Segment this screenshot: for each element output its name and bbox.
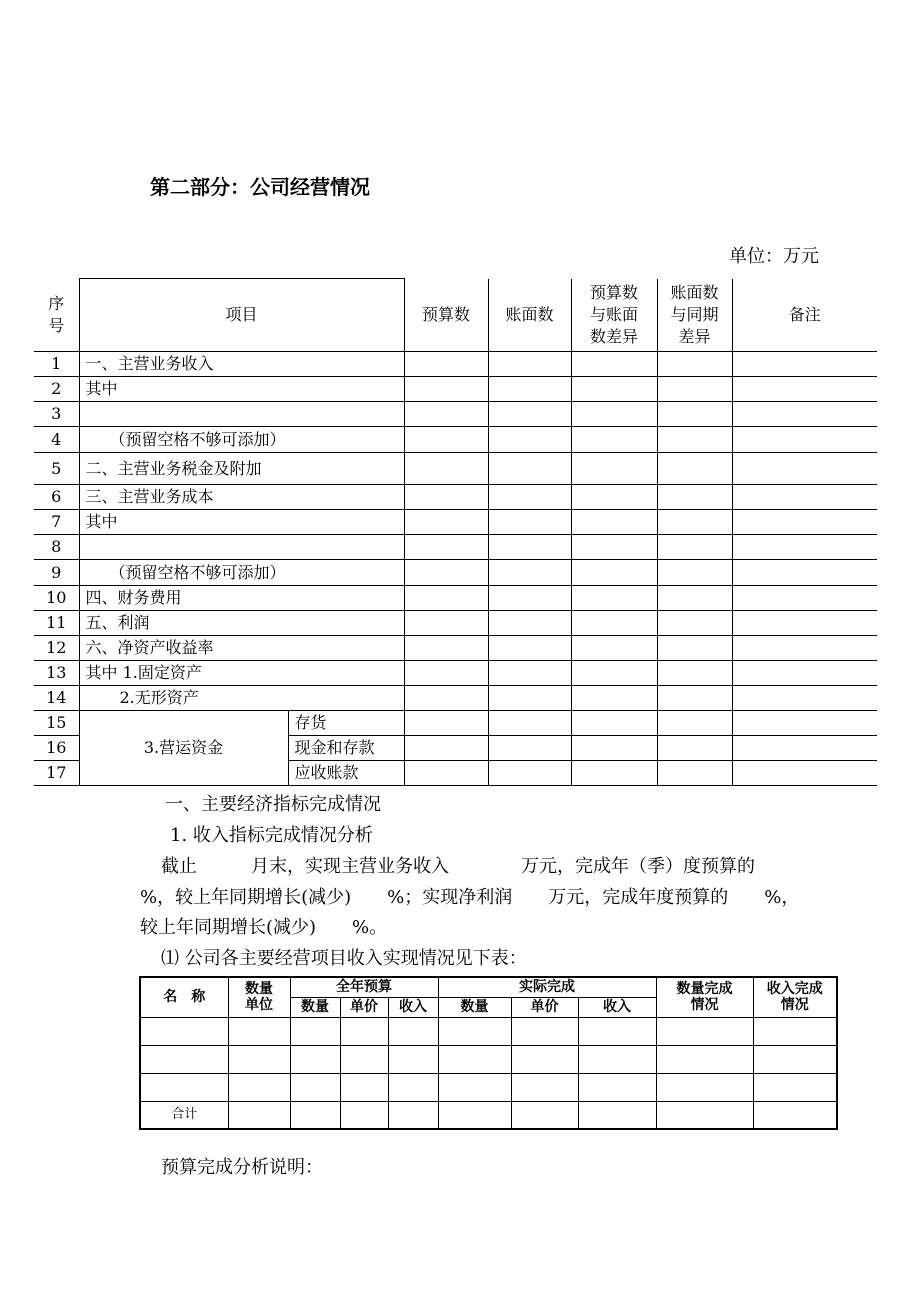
cell-budget[interactable] [404,611,488,636]
paragraph-line-1: 截止 月末，实现主营业务收入 万元，完成年（季）度预算的 [161,856,755,877]
table-row [140,1045,837,1073]
table-row [34,661,877,686]
cell-diff-budget[interactable] [571,686,657,711]
cell-book[interactable] [488,686,571,711]
row-number: 17 [34,761,79,786]
cell-budget[interactable] [404,427,488,453]
table-cell[interactable] [290,1073,340,1101]
table-cell[interactable] [656,1045,753,1073]
cell-diff-budget[interactable] [571,377,657,402]
table-cell[interactable] [578,1017,656,1045]
table-cell[interactable] [578,1101,656,1129]
table-row [34,402,877,427]
cell-book[interactable] [488,377,571,402]
cell-diff-budget[interactable] [571,661,657,686]
cell-name[interactable] [140,1073,228,1101]
cell-book[interactable] [488,560,571,586]
cell-remark[interactable] [732,535,877,560]
table-row [34,560,877,586]
table-row [34,485,877,510]
table-cell[interactable] [228,1101,290,1129]
table-cell[interactable] [578,1045,656,1073]
cell-budget[interactable] [404,636,488,661]
table-cell[interactable] [656,1073,753,1101]
row-number: 2 [34,377,79,402]
table-cell[interactable] [290,1017,340,1045]
row-item: 六、净资产收益率 [79,636,404,661]
cell-diff-period[interactable] [657,377,732,402]
table-cell[interactable] [340,1101,388,1129]
row-number: 16 [34,736,79,761]
table-row [34,586,877,611]
table-cell[interactable] [656,1101,753,1129]
cell-diff-budget[interactable] [571,352,657,377]
sub-heading: 1. 收入指标完成情况分析 [170,825,373,846]
cell-diff-period[interactable] [657,661,732,686]
table-cell[interactable] [438,1045,511,1073]
row-number: 7 [34,510,79,535]
cell-diff-budget[interactable] [571,560,657,586]
working-capital-label: 3.营运资金 [79,711,288,786]
cell-remark[interactable] [732,427,877,453]
table-cell[interactable] [290,1045,340,1073]
header-qty-completion: 数量完成 情况 [656,977,753,1017]
row-number: 8 [34,535,79,560]
row-item: 二、主营业务税金及附加 [79,453,404,485]
table-cell[interactable] [290,1101,340,1129]
cell-diff-period[interactable] [657,636,732,661]
cell-book[interactable] [488,761,571,786]
total-label: 合计 [140,1101,228,1129]
table2-caption: ⑴ 公司各主要经营项目收入实现情况见下表： [161,948,527,969]
row-number: 13 [34,661,79,686]
cell-diff-budget[interactable] [571,427,657,453]
row-number: 4 [34,427,79,453]
table-cell[interactable] [753,1073,837,1101]
table-row [34,611,877,636]
cell-budget[interactable] [404,736,488,761]
header-name: 名 称 [140,977,228,1017]
row-number: 5 [34,453,79,485]
cell-diff-period[interactable] [657,611,732,636]
cell-book[interactable] [488,636,571,661]
cell-budget[interactable] [404,510,488,535]
cell-remark[interactable] [732,560,877,586]
header-actual: 实际完成 [438,977,656,997]
table-cell[interactable] [228,1045,290,1073]
row-number: 10 [34,586,79,611]
cell-book[interactable] [488,485,571,510]
row-item: 其中 1.固定资产 [79,661,404,686]
table-cell[interactable] [438,1073,511,1101]
header-seq: 序 号 [34,279,79,352]
unit-label: 单位：万元 [729,246,819,267]
sub-price: 单价 [511,997,578,1017]
cell-book[interactable] [488,711,571,736]
row-number: 1 [34,352,79,377]
row-number: 6 [34,485,79,510]
cell-remark[interactable] [732,510,877,535]
cell-name[interactable] [140,1017,228,1045]
cell-diff-budget[interactable] [571,761,657,786]
cell-diff-budget[interactable] [571,611,657,636]
row-subitem: 应收账款 [288,761,404,786]
cell-budget[interactable] [404,453,488,485]
cell-diff-period[interactable] [657,686,732,711]
cell-budget[interactable] [404,485,488,510]
cell-remark[interactable] [732,402,877,427]
sub-income: 收入 [578,997,656,1017]
income-table [139,976,838,1130]
cell-diff-period[interactable] [657,510,732,535]
cell-diff-budget[interactable] [571,535,657,560]
row-number: 12 [34,636,79,661]
header-annual-budget: 全年预算 [290,977,438,997]
row-item: 一、主营业务收入 [79,352,404,377]
row-item: 三、主营业务成本 [79,485,404,510]
table-row [34,686,877,711]
cell-diff-period[interactable] [657,352,732,377]
row-item: 2.无形资产 [79,686,404,711]
cell-diff-budget[interactable] [571,510,657,535]
row-number: 15 [34,711,79,736]
operating-table [34,278,877,786]
section-heading: 一、主要经济指标完成情况 [165,794,381,815]
cell-budget[interactable] [404,377,488,402]
cell-budget[interactable] [404,711,488,736]
row-item [79,535,404,560]
table-row [34,711,877,736]
cell-budget[interactable] [404,686,488,711]
row-item [79,402,404,427]
header-item: 项目 [79,279,404,352]
cell-remark[interactable] [732,761,877,786]
cell-diff-budget[interactable] [571,485,657,510]
cell-remark[interactable] [732,453,877,485]
cell-book[interactable] [488,352,571,377]
cell-diff-period[interactable] [657,535,732,560]
table-cell[interactable] [438,1101,511,1129]
table-cell[interactable] [511,1017,578,1045]
table-row [140,1073,837,1101]
cell-budget[interactable] [404,352,488,377]
table-row [34,453,877,485]
table-cell[interactable] [388,1101,438,1129]
cell-remark[interactable] [732,736,877,761]
cell-book[interactable] [488,510,571,535]
table-cell[interactable] [578,1073,656,1101]
header-income-completion: 收入完成 情况 [753,977,837,1017]
table-row [34,427,877,453]
table-row [34,377,877,402]
cell-book[interactable] [488,661,571,686]
cell-diff-budget[interactable] [571,402,657,427]
row-subitem: 存货 [288,711,404,736]
cell-budget[interactable] [404,535,488,560]
sub-income: 收入 [388,997,438,1017]
cell-book[interactable] [488,402,571,427]
cell-book[interactable] [488,535,571,560]
page-title: 第二部分：公司经营情况 [150,175,370,199]
table-row [34,535,877,560]
table-cell[interactable] [511,1073,578,1101]
sub-qty: 数量 [290,997,340,1017]
table-cell[interactable] [656,1017,753,1045]
cell-remark[interactable] [732,611,877,636]
cell-diff-period[interactable] [657,761,732,786]
header-remark: 备注 [732,279,877,352]
header-budget: 预算数 [404,279,488,352]
cell-remark[interactable] [732,377,877,402]
cell-diff-period[interactable] [657,427,732,453]
cell-diff-budget[interactable] [571,636,657,661]
cell-name[interactable] [140,1045,228,1073]
cell-book[interactable] [488,736,571,761]
table-cell[interactable] [753,1017,837,1045]
cell-diff-period[interactable] [657,736,732,761]
cell-book[interactable] [488,586,571,611]
cell-diff-budget[interactable] [571,586,657,611]
table-cell[interactable] [753,1045,837,1073]
table-cell[interactable] [340,1073,388,1101]
row-item: （预留空格不够可添加） [79,427,404,453]
table-cell[interactable] [388,1045,438,1073]
cell-remark[interactable] [732,636,877,661]
cell-diff-period[interactable] [657,485,732,510]
sub-price: 单价 [340,997,388,1017]
table-cell[interactable] [340,1017,388,1045]
table-cell[interactable] [511,1101,578,1129]
cell-diff-period[interactable] [657,453,732,485]
table-cell[interactable] [340,1045,388,1073]
cell-diff-period[interactable] [657,586,732,611]
header-book: 账面数 [488,279,571,352]
cell-budget[interactable] [404,402,488,427]
cell-budget[interactable] [404,761,488,786]
cell-remark[interactable] [732,686,877,711]
table-cell[interactable] [228,1017,290,1045]
cell-diff-budget[interactable] [571,736,657,761]
table-cell[interactable] [511,1045,578,1073]
row-item: 其中 [79,377,404,402]
table-cell[interactable] [388,1017,438,1045]
table-row [140,1017,837,1045]
cell-remark[interactable] [732,586,877,611]
cell-book[interactable] [488,453,571,485]
table-row [34,636,877,661]
cell-book[interactable] [488,427,571,453]
paragraph-line-2: %，较上年同期增长(减少) %；实现净利润 万元，完成年度预算的 %， [140,887,800,908]
cell-budget[interactable] [404,661,488,686]
row-subitem: 现金和存款 [288,736,404,761]
row-item: 五、利润 [79,611,404,636]
table-row [140,1101,837,1129]
header-diff-period: 账面数 与同期 差异 [657,279,732,352]
cell-budget[interactable] [404,586,488,611]
cell-diff-period[interactable] [657,711,732,736]
cell-diff-budget[interactable] [571,453,657,485]
cell-book[interactable] [488,611,571,636]
row-number: 9 [34,560,79,586]
cell-diff-budget[interactable] [571,711,657,736]
table-cell[interactable] [388,1073,438,1101]
row-number: 14 [34,686,79,711]
cell-remark[interactable] [732,352,877,377]
header-qty-unit: 数量 单位 [228,977,290,1017]
cell-budget[interactable] [404,560,488,586]
row-number: 3 [34,402,79,427]
cell-remark[interactable] [732,485,877,510]
cell-diff-period[interactable] [657,560,732,586]
row-item: 其中 [79,510,404,535]
paragraph-line-3: 较上年同期增长(减少) %。 [140,917,388,938]
row-item: 四、财务费用 [79,586,404,611]
analysis-label: 预算完成分析说明： [161,1157,323,1178]
table-cell[interactable] [438,1017,511,1045]
table-cell[interactable] [228,1073,290,1101]
cell-diff-period[interactable] [657,402,732,427]
cell-remark[interactable] [732,711,877,736]
table-row [34,352,877,377]
header-diff-budget: 预算数 与账面 数差异 [571,279,657,352]
row-number: 11 [34,611,79,636]
cell-remark[interactable] [732,661,877,686]
table-cell[interactable] [753,1101,837,1129]
table-row [34,510,877,535]
sub-qty: 数量 [438,997,511,1017]
row-item: （预留空格不够可添加） [79,560,404,586]
